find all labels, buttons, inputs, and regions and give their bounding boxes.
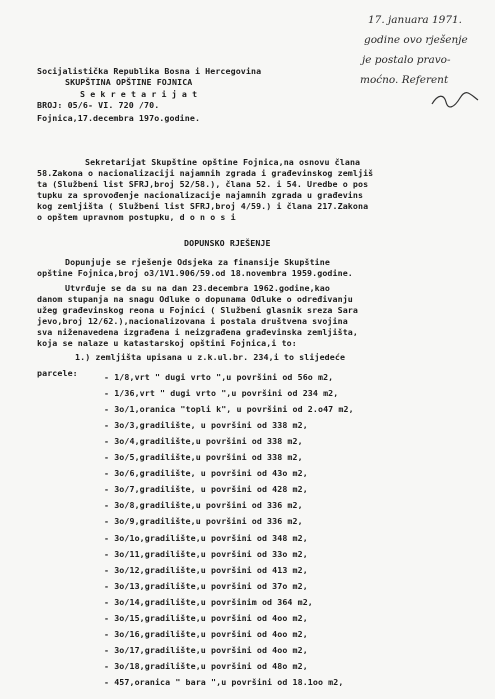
body1-line: opštine Fojnica,broj o3/1V1.906/59.od 18.novembra 1959.godine. bbox=[37, 268, 353, 278]
parcel-row: - 3o/12,gradilište,u površini od 413 m2, bbox=[104, 564, 308, 575]
parcels-label: parcele: bbox=[37, 368, 78, 378]
parcel-row: - 3o/3,gradilište, u površini od 338 m2, bbox=[104, 420, 308, 431]
parcel-row: - 3o/8,gradilište,u površini od 336 m2, bbox=[104, 500, 303, 511]
parcel-row: - 3o/14,gradilište,u površinim od 364 m2, bbox=[104, 596, 313, 607]
parcel-row: - 3o/11,gradilište,u površini od 33o m2, bbox=[104, 548, 308, 559]
body1-line: Dopunjuje se rješenje Odsjeka za finansije Skupštine bbox=[65, 257, 330, 267]
parcel-row: - 3o/1,oranica "topli k", u površini od 2.o47 m2, bbox=[104, 404, 354, 415]
handwritten-note-line2: godine ovo rješenje bbox=[364, 34, 468, 46]
body2-line: jevo,broj 12/62.),nacionalizovana i postala društvena svojina bbox=[37, 316, 348, 326]
header-number: BROJ: 05/6- VI. 720 /70. bbox=[37, 100, 160, 110]
parcel-row: - 1/36,vrt " dugi vrto ",u površini od 234 m2, bbox=[104, 388, 339, 399]
parcel-row: - 3o/4,gradilište,u površini od 338 m2, bbox=[104, 436, 303, 447]
handwritten-signature-mark bbox=[430, 90, 480, 112]
header-assembly: SKUPŠTINA OPŠTINE FOJNICA bbox=[65, 77, 193, 87]
parcel-row: - 3o/9,gradilište,u površini od 336 m2, bbox=[104, 516, 303, 527]
body2-line: Utvrđuje se da su na dan 23.decembra 1962.godine,kao bbox=[65, 283, 330, 293]
item-1: 1.) zemljišta upisana u z.k.ul.br. 234,i to slijedeće bbox=[75, 352, 346, 362]
handwritten-note-line4: moćno. Referent bbox=[360, 74, 449, 86]
header-secretariat: S e k r e t a r i j a t bbox=[80, 89, 198, 99]
document-title: DOPUNSKO RJEŠENJE bbox=[184, 238, 271, 248]
intro-line: tupku za sprovođenje nacionalizacije najamnih zgrada u građevins bbox=[37, 190, 364, 200]
body-paragraph-2 bbox=[37, 283, 467, 349]
intro-paragraph bbox=[37, 157, 467, 223]
parcel-row: - 1/8,vrt " dugi vrto ",u površini od 56o m2, bbox=[104, 372, 334, 382]
parcel-row: - 3o/18,gradilište,u površini od 48o m2, bbox=[104, 660, 308, 671]
parcel-row: - 3o/13,gradilište,u površini od 37o m2, bbox=[104, 580, 308, 591]
body-paragraph-1 bbox=[37, 257, 467, 279]
parcel-row: - 3o/1o,gradilište,u površini od 348 m2, bbox=[104, 532, 308, 543]
parcel-row: - 3o/7,gradilište, u površini od 428 m2, bbox=[104, 484, 308, 495]
handwritten-note-line3: je postalo pravo- bbox=[362, 54, 451, 66]
parcel-row: - 3o/17,gradilište,u površini od 4oo m2, bbox=[104, 644, 308, 655]
body2-line: užeg građevinskog reona u Fojnici ( Službeni glasnik sreza Sara bbox=[37, 305, 358, 315]
intro-line: Sekretarijat Skupštine opštine Fojnica,na osnovu člana bbox=[85, 157, 361, 167]
parcel-row: - 3o/5,gradilište,u površini od 338 m2, bbox=[104, 452, 303, 463]
body2-line: koja se nalaze u katastarskoj opštini Fojnica,i to: bbox=[37, 338, 297, 348]
header-date: Fojnica,17.decembra 197o.godine. bbox=[37, 113, 201, 123]
intro-line: ta (Službeni list SFRJ,broj 52/58.), člana 52. i 54. Uredbe o pos bbox=[37, 179, 369, 189]
parcel-row: - 3o/15,gradilište,u površini od 4oo m2, bbox=[104, 612, 308, 623]
handwritten-note-line1: 17. januara 1971. bbox=[368, 14, 463, 26]
parcel-row: - 457,oranica " bara ",u površini od 18.1oo m2, bbox=[104, 676, 344, 687]
header-republic: Socijalistička Republika Bosna i Hercegovina bbox=[37, 66, 262, 76]
parcel-row: - 3o/16,gradilište,u površini od 4oo m2, bbox=[104, 628, 308, 639]
intro-line: 58.Zakona o nacionalizaciji najamnih zgrada i građevinskog zemljiš bbox=[37, 168, 374, 178]
parcel-row: - 3o/6,gradilište, u površini od 43o m2, bbox=[104, 468, 308, 479]
body2-line: danom stupanja na snagu Odluke o dopunama Odluke o određivanju bbox=[37, 294, 353, 304]
intro-line: o opštem upravnom postupku, d o n o s i bbox=[37, 212, 236, 222]
body2-line: sva niženavedena izgrađena i neizgrađena građevinska zemljišta, bbox=[37, 327, 358, 337]
intro-line: kog zemljišta ( Službeni list SFRJ,broj 4/59.) i člana 217.Zakona bbox=[37, 201, 369, 211]
